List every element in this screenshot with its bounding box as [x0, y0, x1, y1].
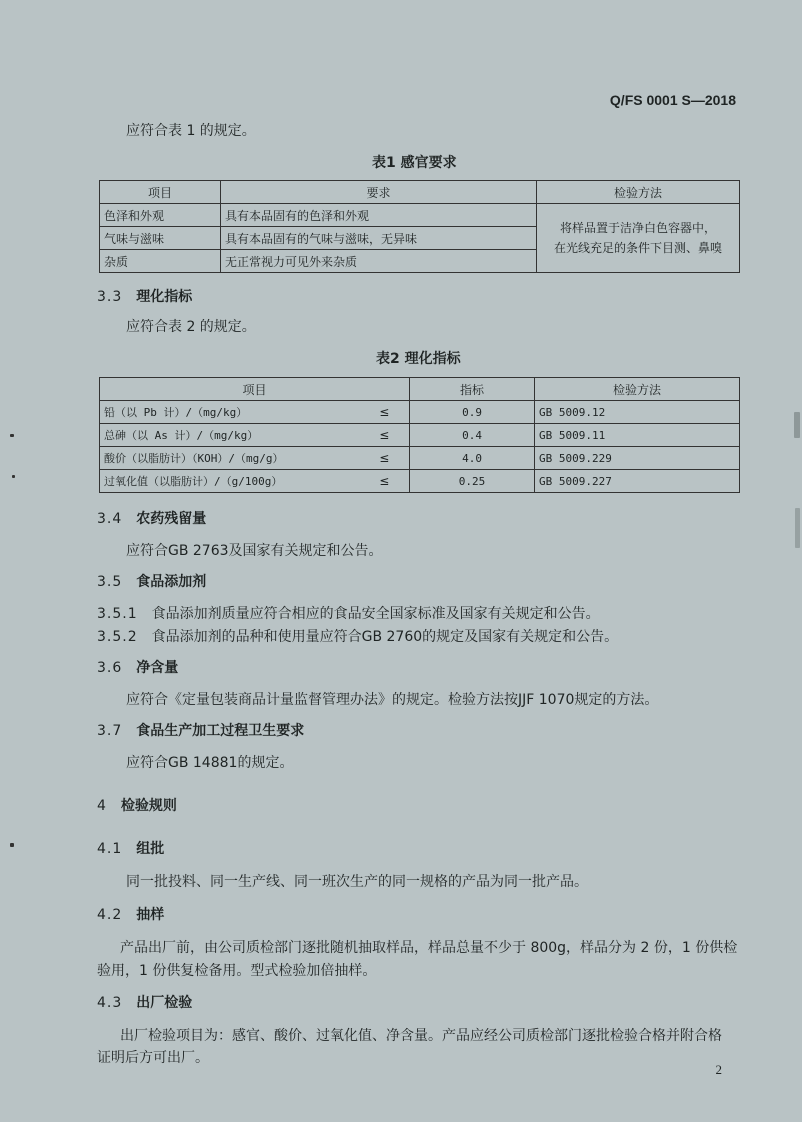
col-header-method: 检验方法 [537, 181, 740, 204]
section-3-7-heading: 3.7 食品生产加工过程卫生要求 [97, 723, 305, 739]
cell-item: 气味与滋味 [100, 227, 221, 250]
table-header-row [100, 181, 740, 204]
cell-operator: ≤ [360, 470, 410, 493]
table-header-row [100, 378, 740, 401]
page-number: 2 [715, 1062, 722, 1077]
section-4-3-heading: 4.3 出厂检验 [97, 995, 193, 1011]
s33-text: 应符合表 2 的规定。 [126, 319, 256, 335]
s34-text: 应符合GB 2763及国家有关规定和公告。 [126, 543, 383, 559]
table-row [100, 447, 740, 470]
cell-method: GB 5009.12 [535, 401, 740, 424]
cell-value: 4.0 [410, 447, 535, 470]
cell-method [537, 204, 740, 273]
cell-item: 总砷（以 As 计）/（mg/kg） [100, 424, 360, 447]
scan-bleed-mark [794, 412, 800, 438]
physicochemical-table [99, 377, 740, 493]
section-3-5-heading: 3.5 食品添加剂 [97, 574, 207, 590]
s36-text: 应符合《定量包装商品计量监督管理办法》的规定。检验方法按JJF 1070规定的方法。 [126, 692, 659, 708]
cell-requirement: 具有本品固有的气味与滋味，无异味 [221, 227, 537, 250]
scan-speck [10, 843, 14, 847]
cell-value: 0.25 [410, 470, 535, 493]
table-row [100, 204, 740, 227]
s43-line1: 出厂检验项目为：感官、酸价、过氧化值、净含量。产品应经公司质检部门逐批检验合格并附合格 [120, 1028, 722, 1044]
section-3-3-heading: 3.3 理化指标 [97, 289, 193, 305]
col-header-item: 项目 [100, 378, 410, 401]
cell-method: GB 5009.11 [535, 424, 740, 447]
col-header-requirement: 要求 [221, 181, 537, 204]
cell-item: 色泽和外观 [100, 204, 221, 227]
cell-requirement: 具有本品固有的色泽和外观 [221, 204, 537, 227]
cell-operator: ≤ [360, 401, 410, 424]
scan-bleed-mark [795, 508, 800, 548]
table-row [100, 470, 740, 493]
method-line-1: 将样品置于洁净白色容器中， [559, 221, 716, 235]
col-header-item: 项目 [100, 181, 221, 204]
section-4-heading: 4 检验规则 [97, 798, 177, 814]
scan-speck [10, 434, 14, 437]
s42-line2: 验用，1 份供复检备用。型式检验加倍抽样。 [97, 963, 377, 979]
s43-line2: 证明后方可出厂。 [97, 1050, 209, 1066]
table1-caption: 表1 感官要求 [372, 155, 457, 171]
sensory-table [99, 180, 740, 273]
cell-item: 杂质 [100, 250, 221, 273]
section-4-1-heading: 4.1 组批 [97, 841, 165, 857]
s32-text: 应符合表 1 的规定。 [126, 123, 256, 139]
cell-value: 0.4 [410, 424, 535, 447]
cell-item: 过氧化值（以脂肪计）/（g/100g） [100, 470, 360, 493]
col-header-index: 指标 [410, 378, 535, 401]
section-3-6-heading: 3.6 净含量 [97, 660, 179, 676]
clause-3-5-2: 3.5.2 食品添加剂的品种和使用量应符合GB 2760的规定及国家有关规定和公告。 [97, 629, 619, 645]
cell-item: 铅（以 Pb 计）/（mg/kg） [100, 401, 360, 424]
scan-speck [12, 475, 15, 478]
s41-text: 同一批投料、同一生产线、同一班次生产的同一规格的产品为同一批产品。 [126, 874, 588, 890]
method-line-2: 在光线充足的条件下目测、鼻嗅 [553, 241, 722, 255]
clause-3-5-1: 3.5.1 食品添加剂质量应符合相应的食品安全国家标准及国家有关规定和公告。 [97, 606, 600, 622]
cell-requirement: 无正常视力可见外来杂质 [221, 250, 537, 273]
s37-text: 应符合GB 14881的规定。 [126, 755, 294, 771]
cell-operator: ≤ [360, 447, 410, 470]
cell-method: GB 5009.229 [535, 447, 740, 470]
cell-value: 0.9 [410, 401, 535, 424]
table-row [100, 401, 740, 424]
document-number: Q/FS 0001 S—2018 [609, 92, 736, 108]
section-3-4-heading: 3.4 农药残留量 [97, 511, 207, 527]
cell-operator: ≤ [360, 424, 410, 447]
table2-caption: 表2 理化指标 [376, 351, 461, 367]
col-header-method: 检验方法 [535, 378, 740, 401]
cell-method: GB 5009.227 [535, 470, 740, 493]
cell-item: 酸价（以脂肪计）（KOH）/（mg/g） [100, 447, 360, 470]
table-row [100, 424, 740, 447]
s42-line1: 产品出厂前，由公司质检部门逐批随机抽取样品，样品总量不少于 800g，样品分为 2 份，1 份供检 [120, 940, 738, 956]
section-4-2-heading: 4.2 抽样 [97, 907, 165, 923]
